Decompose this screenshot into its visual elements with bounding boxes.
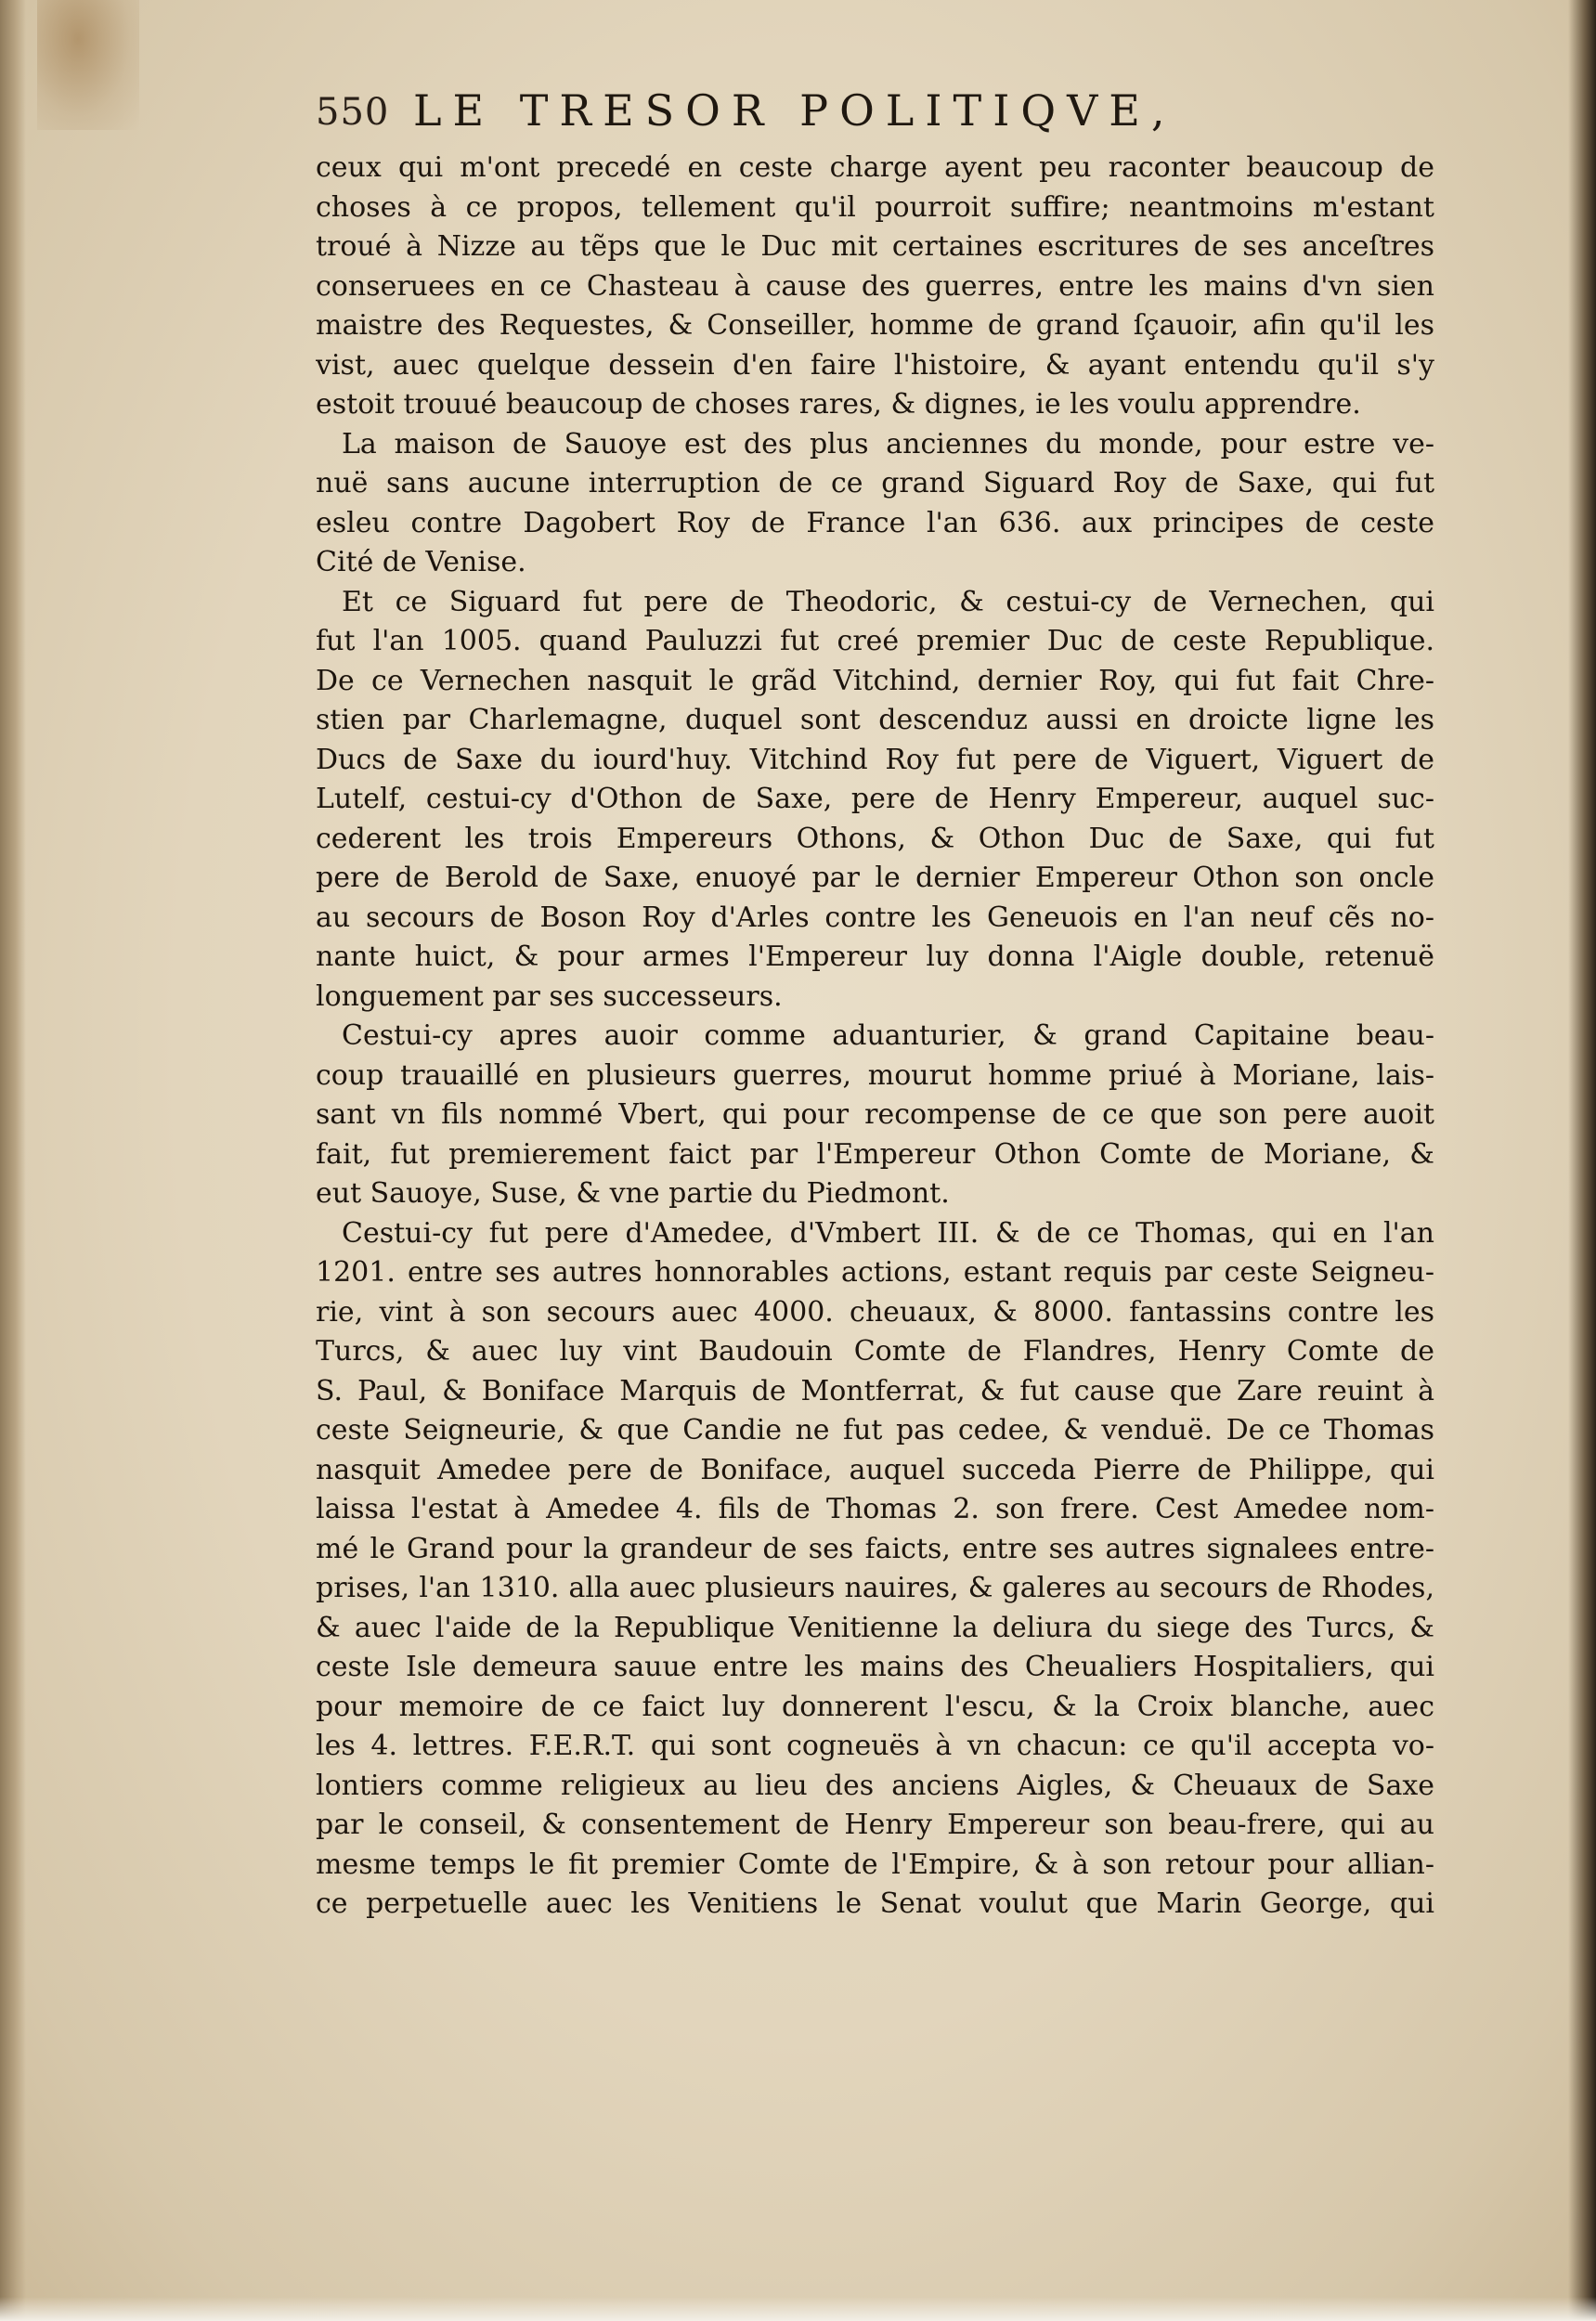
text-line: ceste Seigneurie, & que Candie ne fut pas cedee, & venduë. De ce Thomas [316, 1414, 1434, 1446]
text-line: S. Paul, & Boniface Marquis de Montferrat, & fut cause que Zare reuint à [316, 1374, 1434, 1407]
text-line: De ce Vernechen nasquit le grãd Vitchind, dernier Roy, qui fut fait Chre- [316, 664, 1434, 697]
text-line: Et ce Siguard fut pere de Theodoric, & cestui-cy de Vernechen, qui [342, 585, 1434, 618]
page-number: 550 [316, 91, 390, 134]
text-line: esleu contre Dagobert Roy de France l'an 636. aux principes de ceste [316, 506, 1434, 539]
text-line: laissa l'estat à Amedee 4. fils de Thomas 2. son frere. Cest Amedee nom- [316, 1493, 1434, 1525]
text-line: 1201. entre ses autres honnorables actions, estant requis par ceste Seigneu- [316, 1256, 1434, 1289]
text-line: Cestui-cy apres auoir comme aduanturier, & grand Capitaine beau- [342, 1019, 1434, 1052]
text-line: estoit trouué beaucoup de choses rares, & dignes, ie les voulu apprendre. [316, 388, 1361, 421]
page-header [316, 85, 1263, 141]
text-line: Cité de Venise. [316, 546, 526, 578]
page-bottom-edge [0, 2297, 1596, 2321]
text-line: lontiers comme religieux au lieu des anciens Aigles, & Cheuaux de Saxe [316, 1769, 1434, 1802]
paper-stain [37, 0, 139, 130]
text-line: stien par Charlemagne, duquel sont descenduz aussi en droicte ligne les [316, 704, 1434, 736]
text-line: ceux qui m'ont precedé en ceste charge ayent peu raconter beaucoup de [316, 151, 1434, 184]
body-text [316, 149, 1434, 1925]
text-line: nuë sans aucune interruption de ce grand Siguard Roy de Saxe, qui fut [316, 467, 1434, 499]
text-line: nasquit Amedee pere de Boniface, auquel succeda Pierre de Philippe, qui [316, 1453, 1434, 1486]
text-line: troué à Nizze au tẽps que le Duc mit certaines escritures de ses anceſtres [316, 230, 1434, 263]
text-line: pour memoire de ce faict luy donnerent l'escu, & la Croix blanche, auec [316, 1690, 1434, 1723]
text-line: La maison de Sauoye est des plus anciennes du monde, pour estre ve- [342, 427, 1434, 460]
text-line: prises, l'an 1310. alla auec plusieurs nauires, & galeres au secours de Rhodes, [316, 1572, 1434, 1604]
text-line: les 4. lettres. F.E.R.T. qui sont cogneuës à vn chacun: ce qu'il accepta vo- [316, 1730, 1434, 1762]
text-line: Turcs, & auec luy vint Baudouin Comte de Flandres, Henry Comte de [316, 1335, 1434, 1368]
text-line: vist, auec quelque dessein d'en faire l'histoire, & ayant entendu qu'il s'y [316, 348, 1434, 382]
text-line: & auec l'aide de la Republique Venitienne la deliura du siege des Turcs, & [316, 1611, 1434, 1644]
text-line: ceste Isle demeura sauue entre les mains des Cheualiers Hospitaliers, qui [316, 1651, 1434, 1683]
text-line: mesme temps le fit premier Comte de l'Empire, & à son retour pour allian- [316, 1848, 1434, 1881]
left-page-edge [0, 0, 26, 2321]
text-line: Cestui-cy fut pere d'Amedee, d'Vmbert III. & de ce Thomas, qui en l'an [342, 1216, 1434, 1250]
text-line: choses à ce propos, tellement qu'il pourroit suffire; neantmoins m'estant [316, 190, 1434, 224]
text-line: maistre des Requestes, & Conseiller, homme de grand ſçauoir, afin qu'il les [316, 309, 1434, 342]
text-line: rie, vint à son secours auec 4000. cheuaux, & 8000. fantassins contre les [316, 1295, 1434, 1329]
text-line: fait, fut premierement faict par l'Empereur Othon Comte de Moriane, & [316, 1137, 1434, 1171]
text-line: au secours de Boson Roy d'Arles contre les Geneuois en l'an neuf cẽs no- [316, 901, 1434, 934]
text-line: coup trauaillé en plusieurs guerres, mourut homme priué à Moriane, lais- [316, 1058, 1434, 1092]
right-page-edge [1568, 0, 1596, 2321]
text-line: conseruees en ce Chasteau à cause des guerres, entre les mains d'vn sien [316, 269, 1434, 303]
text-line: sant vn fils nommé Vbert, qui pour recompense de ce que son pere auoit [316, 1098, 1434, 1131]
text-line: mé le Grand pour la grandeur de ses faicts, entre ses autres signalees entre- [316, 1532, 1434, 1565]
text-line: ce perpetuelle auec les Venitiens le Senat voulut que Marin George, qui [316, 1887, 1434, 1920]
running-title: LE TRESOR POLITIQVE, [413, 85, 1176, 136]
text-line: par le conseil, & consentement de Henry Empereur son beau-frere, qui au [316, 1809, 1434, 1841]
text-line: Ducs de Saxe du iourd'huy. Vitchind Roy fut pere de Viguert, Viguert de [316, 743, 1434, 776]
text-line: eut Sauoye, Suse, & vne partie du Piedmont. [316, 1177, 950, 1210]
text-line: Lutelf, cestui-cy d'Othon de Saxe, pere de Henry Empereur, auquel suc- [316, 783, 1434, 815]
text-line: cederent les trois Empereurs Othons, & Othon Duc de Saxe, qui fut [316, 822, 1434, 855]
text-line: longuement par ses successeurs. [316, 979, 783, 1013]
text-line: fut l'an 1005. quand Pauluzzi fut creé premier Duc de ceste Republique. [316, 625, 1434, 657]
text-line: nante huict, & pour armes l'Empereur luy donna l'Aigle double, retenuë [316, 940, 1434, 973]
text-line: pere de Berold de Saxe, enuoyé par le dernier Empereur Othon son oncle [316, 862, 1434, 894]
